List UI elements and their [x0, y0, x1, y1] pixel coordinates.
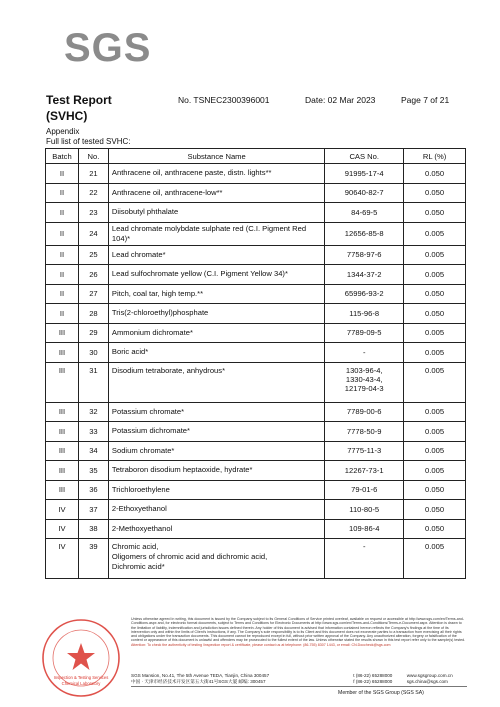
table-header-row — [46, 149, 466, 164]
cell-no: 37 — [78, 500, 108, 520]
header-substance-name: Substance Name — [108, 149, 324, 164]
cell-cas-no: 7758-97-6 — [325, 245, 404, 265]
cell-batch: II — [46, 222, 79, 245]
cell-cas-no: 65996-93-2 — [325, 284, 404, 304]
address-english: SGS Mansion, No.41, The 5th Avenue TEDA, Tianjin, China 300457 — [131, 673, 270, 678]
table-row — [46, 222, 466, 245]
table-row — [46, 323, 466, 343]
cell-batch: IV — [46, 500, 79, 520]
cell-no: 24 — [78, 222, 108, 245]
cell-substance-name: Anthracene oil, anthracene paste, distn. lights** — [108, 164, 324, 184]
cell-substance-name: Trichloroethylene — [108, 480, 324, 500]
table-row — [46, 183, 466, 203]
website: www.sgsgroup.com.cn — [406, 673, 453, 678]
cell-batch: IV — [46, 539, 79, 579]
table-row — [46, 265, 466, 285]
cell-rl: 0.050 — [404, 519, 466, 539]
cell-no: 39 — [78, 539, 108, 579]
cell-no: 21 — [78, 164, 108, 184]
cell-rl: 0.050 — [404, 284, 466, 304]
cell-rl: 0.050 — [404, 164, 466, 184]
cell-no: 36 — [78, 480, 108, 500]
table-row — [46, 164, 466, 184]
table-row — [46, 539, 466, 579]
table-row — [46, 500, 466, 520]
cell-rl: 0.005 — [404, 362, 466, 402]
cell-no: 33 — [78, 422, 108, 442]
member-note: Member of the SGS Group (SGS SA) — [338, 690, 424, 696]
cell-batch: IV — [46, 519, 79, 539]
cell-batch: II — [46, 203, 79, 223]
cell-no: 26 — [78, 265, 108, 285]
cell-cas-no: 1303-96-4, 1330-43-4, 12179-04-3 — [325, 362, 404, 402]
cell-substance-name: Lead sulfochromate yellow (C.I. Pigment Yellow 34)* — [108, 265, 324, 285]
seal-text-services: Inspection & Testing Services — [53, 675, 109, 680]
header-batch: Batch — [46, 149, 79, 164]
cell-rl: 0.005 — [404, 461, 466, 481]
cell-cas-no: 91995-17-4 — [325, 164, 404, 184]
seal-star-icon — [67, 643, 95, 670]
table-row — [46, 480, 466, 500]
cell-no: 28 — [78, 304, 108, 324]
cell-substance-name: Potassium dichromate* — [108, 422, 324, 442]
cell-cas-no: 7789-09-5 — [325, 323, 404, 343]
cell-batch: II — [46, 304, 79, 324]
cell-rl: 0.050 — [404, 183, 466, 203]
cell-cas-no: 90640-82-7 — [325, 183, 404, 203]
email: sgs.china@sgs.com — [406, 679, 448, 684]
cell-substance-name: Tris(2-chloroethyl)phosphate — [108, 304, 324, 324]
table-row — [46, 441, 466, 461]
table-row — [46, 245, 466, 265]
cell-batch: II — [46, 164, 79, 184]
appendix-heading — [46, 127, 130, 147]
footer-disclaimer: Unless otherwise agreed in writing, this document is issued by the Company subject to its General Conditions of Service printed overleaf, available on request or accessible at http://www.sgs.com/en/Terms-and-Conditions.aspx and, for electronic format documents, subject to Terms and Conditions for Electronic Documents at http://www.sgs.com/en/Terms-and-Conditions/Terms-e-Document.aspx. Attention is drawn to the limitation of liability, indemnification and jurisdiction issues defined therein. Any holder of this document is advised that information contained hereon reflects the Company's findings at the time of its intervention only and within the limits of Client's instructions, if any. The Company's sole responsibility is to its Client and this document does not exonerate parties to a transaction from exercising all their rights and obligations under the transaction documents. This document cannot be reproduced except in full, without prior written approval of the Company. Any unauthorized alteration, forgery or falsification of the content or appearance of this document is unlawful and offenders may be prosecuted to the fullest extent of the law. Unless otherwise stated the results shown in this test report refer only to the sample(s) tested. — [131, 617, 466, 643]
cell-no: 23 — [78, 203, 108, 223]
appendix-title: Appendix — [46, 127, 80, 136]
cell-batch: III — [46, 323, 79, 343]
report-title — [46, 92, 112, 124]
cell-rl: 0.005 — [404, 422, 466, 442]
inspection-seal — [40, 617, 122, 699]
cell-no: 22 — [78, 183, 108, 203]
table-row — [46, 422, 466, 442]
sgs-logo: SGS — [64, 26, 152, 70]
cell-rl: 0.005 — [404, 343, 466, 363]
table-row — [46, 519, 466, 539]
cell-no: 32 — [78, 402, 108, 422]
cell-cas-no: 12267-73-1 — [325, 461, 404, 481]
cell-no: 29 — [78, 323, 108, 343]
cell-rl: 0.005 — [404, 222, 466, 245]
cell-rl: 0.005 — [404, 265, 466, 285]
cell-no: 34 — [78, 441, 108, 461]
cell-rl: 0.005 — [404, 441, 466, 461]
cell-substance-name: 2-Methoxyethanol — [108, 519, 324, 539]
table-row — [46, 203, 466, 223]
appendix-subtitle: Full list of tested SVHC: — [46, 137, 131, 146]
fax: f (86-22) 65288000 — [353, 679, 393, 684]
cell-cas-no: 7775-11-3 — [325, 441, 404, 461]
cell-substance-name: Sodium chromate* — [108, 441, 324, 461]
seal-text-lab: Chemical Laboratory — [61, 681, 101, 686]
cell-rl: 0.005 — [404, 323, 466, 343]
cell-substance-name: Ammonium dichromate* — [108, 323, 324, 343]
header-no: No. — [78, 149, 108, 164]
cell-no: 27 — [78, 284, 108, 304]
cell-cas-no: 110-80-5 — [325, 500, 404, 520]
cell-cas-no: 109-86-4 — [325, 519, 404, 539]
table-row — [46, 461, 466, 481]
cell-cas-no: 12656-85-8 — [325, 222, 404, 245]
telephone: t (86-22) 65288000 — [353, 673, 393, 678]
cell-batch: III — [46, 402, 79, 422]
cell-no: 25 — [78, 245, 108, 265]
cell-substance-name: Chromic acid, Oligomers of chromic acid and dichromic acid, Dichromic acid* — [108, 539, 324, 579]
cell-cas-no: 84-69-5 — [325, 203, 404, 223]
cell-no: 30 — [78, 343, 108, 363]
cell-rl: 0.050 — [404, 480, 466, 500]
header-rl: RL (%) — [404, 149, 466, 164]
cell-batch: III — [46, 343, 79, 363]
cell-batch: II — [46, 245, 79, 265]
cell-no: 38 — [78, 519, 108, 539]
cell-rl: 0.050 — [404, 203, 466, 223]
header-cas-no: CAS No. — [325, 149, 404, 164]
cell-batch: III — [46, 461, 79, 481]
footer-disclaimer-block — [131, 617, 467, 647]
cell-cas-no: 7778-50-9 — [325, 422, 404, 442]
cell-substance-name: Lead chromate molybdate sulphate red (C.I. Pigment Red 104)* — [108, 222, 324, 245]
cell-no: 35 — [78, 461, 108, 481]
report-date: Date: 02 Mar 2023 — [305, 95, 376, 105]
table-row — [46, 362, 466, 402]
cell-cas-no: 7789-00-6 — [325, 402, 404, 422]
cell-substance-name: Lead chromate* — [108, 245, 324, 265]
cell-substance-name: Anthracene oil, anthracene-low** — [108, 183, 324, 203]
address-chinese: 中国 · 天津市经济技术开发区第五大街41号SGS大厦 邮编: 300457 — [131, 679, 266, 684]
cell-batch: III — [46, 422, 79, 442]
cell-cas-no: 79-01-6 — [325, 480, 404, 500]
cell-rl: 0.050 — [404, 304, 466, 324]
table-row — [46, 343, 466, 363]
cell-substance-name: Disodium tetraborate, anhydrous* — [108, 362, 324, 402]
cell-batch: II — [46, 284, 79, 304]
footer-attention: Attention: To check the authenticity of testing /inspection report & certificate, please contact us at telephone: (86-755) 8307 1443, or email: CN.Doccheck@sgs.com — [131, 642, 391, 647]
cell-substance-name: Boric acid* — [108, 343, 324, 363]
cell-rl: 0.005 — [404, 539, 466, 579]
table-row — [46, 304, 466, 324]
report-title-line2: (SVHC) — [46, 109, 88, 123]
table-row — [46, 284, 466, 304]
page-number: Page 7 of 21 — [401, 95, 450, 105]
footer-divider — [131, 686, 467, 687]
cell-substance-name: 2-Ethoxyethanol — [108, 500, 324, 520]
cell-substance-name: Diisobutyl phthalate — [108, 203, 324, 223]
report-title-line1: Test Report — [46, 93, 112, 107]
cell-cas-no: 1344-37-2 — [325, 265, 404, 285]
cell-no: 31 — [78, 362, 108, 402]
svhc-table-body — [46, 164, 466, 579]
cell-batch: III — [46, 480, 79, 500]
table-row — [46, 402, 466, 422]
report-number: No. TSNEC2300396001 — [178, 95, 270, 105]
cell-substance-name: Potassium chromate* — [108, 402, 324, 422]
cell-batch: II — [46, 265, 79, 285]
cell-cas-no: - — [325, 343, 404, 363]
cell-batch: II — [46, 183, 79, 203]
cell-rl: 0.050 — [404, 500, 466, 520]
cell-batch: III — [46, 362, 79, 402]
footer-address — [131, 673, 467, 685]
cell-batch: III — [46, 441, 79, 461]
cell-substance-name: Pitch, coal tar, high temp.** — [108, 284, 324, 304]
cell-substance-name: Tetraboron disodium heptaoxide, hydrate* — [108, 461, 324, 481]
svhc-table — [45, 148, 466, 579]
cell-rl: 0.005 — [404, 245, 466, 265]
cell-rl: 0.005 — [404, 402, 466, 422]
cell-cas-no: 115-96-8 — [325, 304, 404, 324]
cell-cas-no: - — [325, 539, 404, 579]
